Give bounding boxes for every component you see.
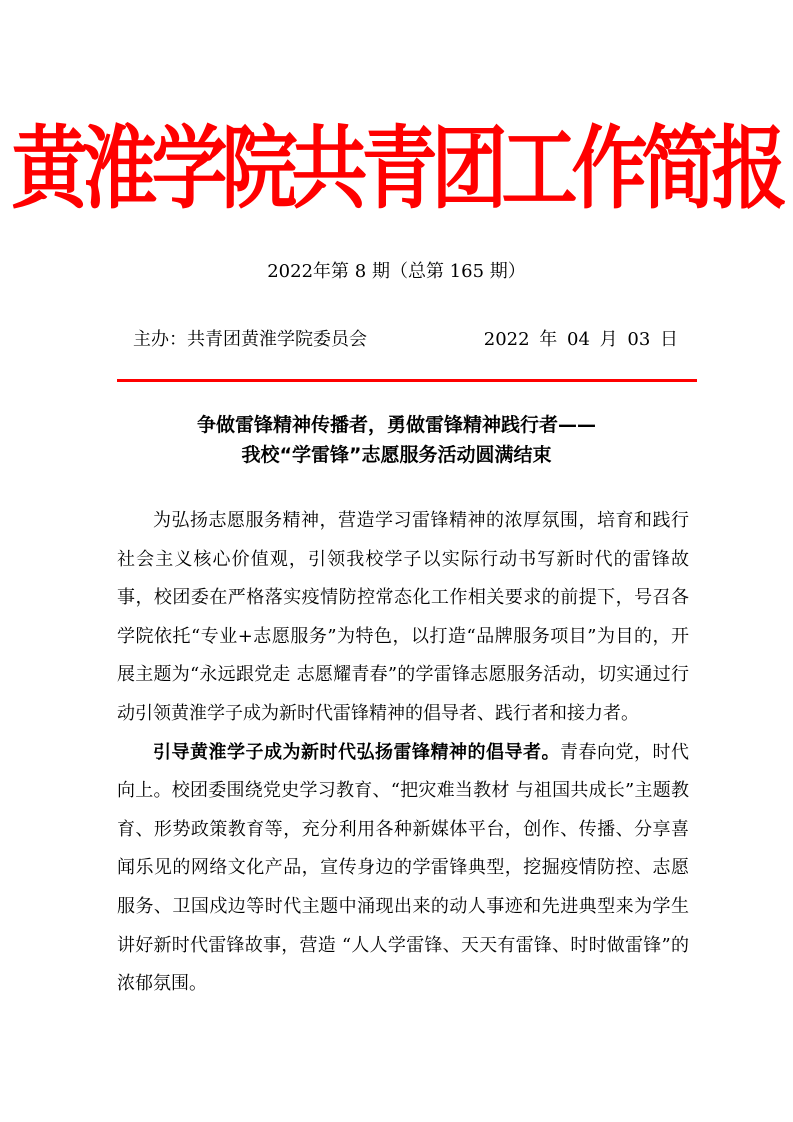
article-body [117, 502, 689, 1004]
red-divider [117, 379, 697, 382]
body-paragraph-2 [117, 734, 689, 1004]
article-headline-line1: 争做雷锋精神传播者，勇做雷锋精神践行者—— [196, 414, 596, 436]
paragraph-text: 青春向党，时代向上。校团委围绕党史学习教育、“把灾难当教材 与祖国共成长”主题教育、形势政策教育等，充分利用各种新媒体平台，创作、传播、分享喜闻乐见的网络文化产品，宣传身边的学雷锋典型，挖掘疫情防控、志愿服务、卫国戍边等时代主题中涌现出来的动人事迹和先进典型来为学生讲好新时代雷锋故事，营造 “人人学雷锋、天天有雷锋、时时做雷锋”的浓郁氛围。 [117, 741, 689, 995]
paragraph-lead: 引导黄淮学子成为新时代弘扬雷锋精神的倡导者。 [153, 741, 560, 763]
publish-date: 2022 年 04 月 03 日 [483, 329, 678, 350]
issue-number: 2022年第 8 期（总第 165 期） [267, 261, 526, 282]
paragraph-text: 为弘扬志愿服务精神，营造学习雷锋精神的浓厚氛围，培育和践行社会主义核心价值观，引领我校学子以实际行动书写新时代的雷锋故事，校团委在严格落实疫情防控常态化工作相关要求的前提下，号召各学院依托“专业+志愿服务”为特色，以打造“品牌服务项目”为目的，开展主题为“永远跟党走 志愿耀青春”的学雷锋志愿服务活动，切实通过行动引领黄淮学子成为新时代雷锋精神的倡导者、践行者和接力者。 [117, 510, 689, 724]
body-paragraph-1 [117, 502, 689, 734]
meta-row [133, 327, 678, 353]
sponsor-label: 主办：共青团黄淮学院委员会 [133, 329, 367, 350]
masthead-title: 黄淮学院共青团工作简报 [11, 115, 782, 221]
article-headline-line2: 我校“学雷锋”志愿服务活动圆满结束 [241, 444, 552, 466]
